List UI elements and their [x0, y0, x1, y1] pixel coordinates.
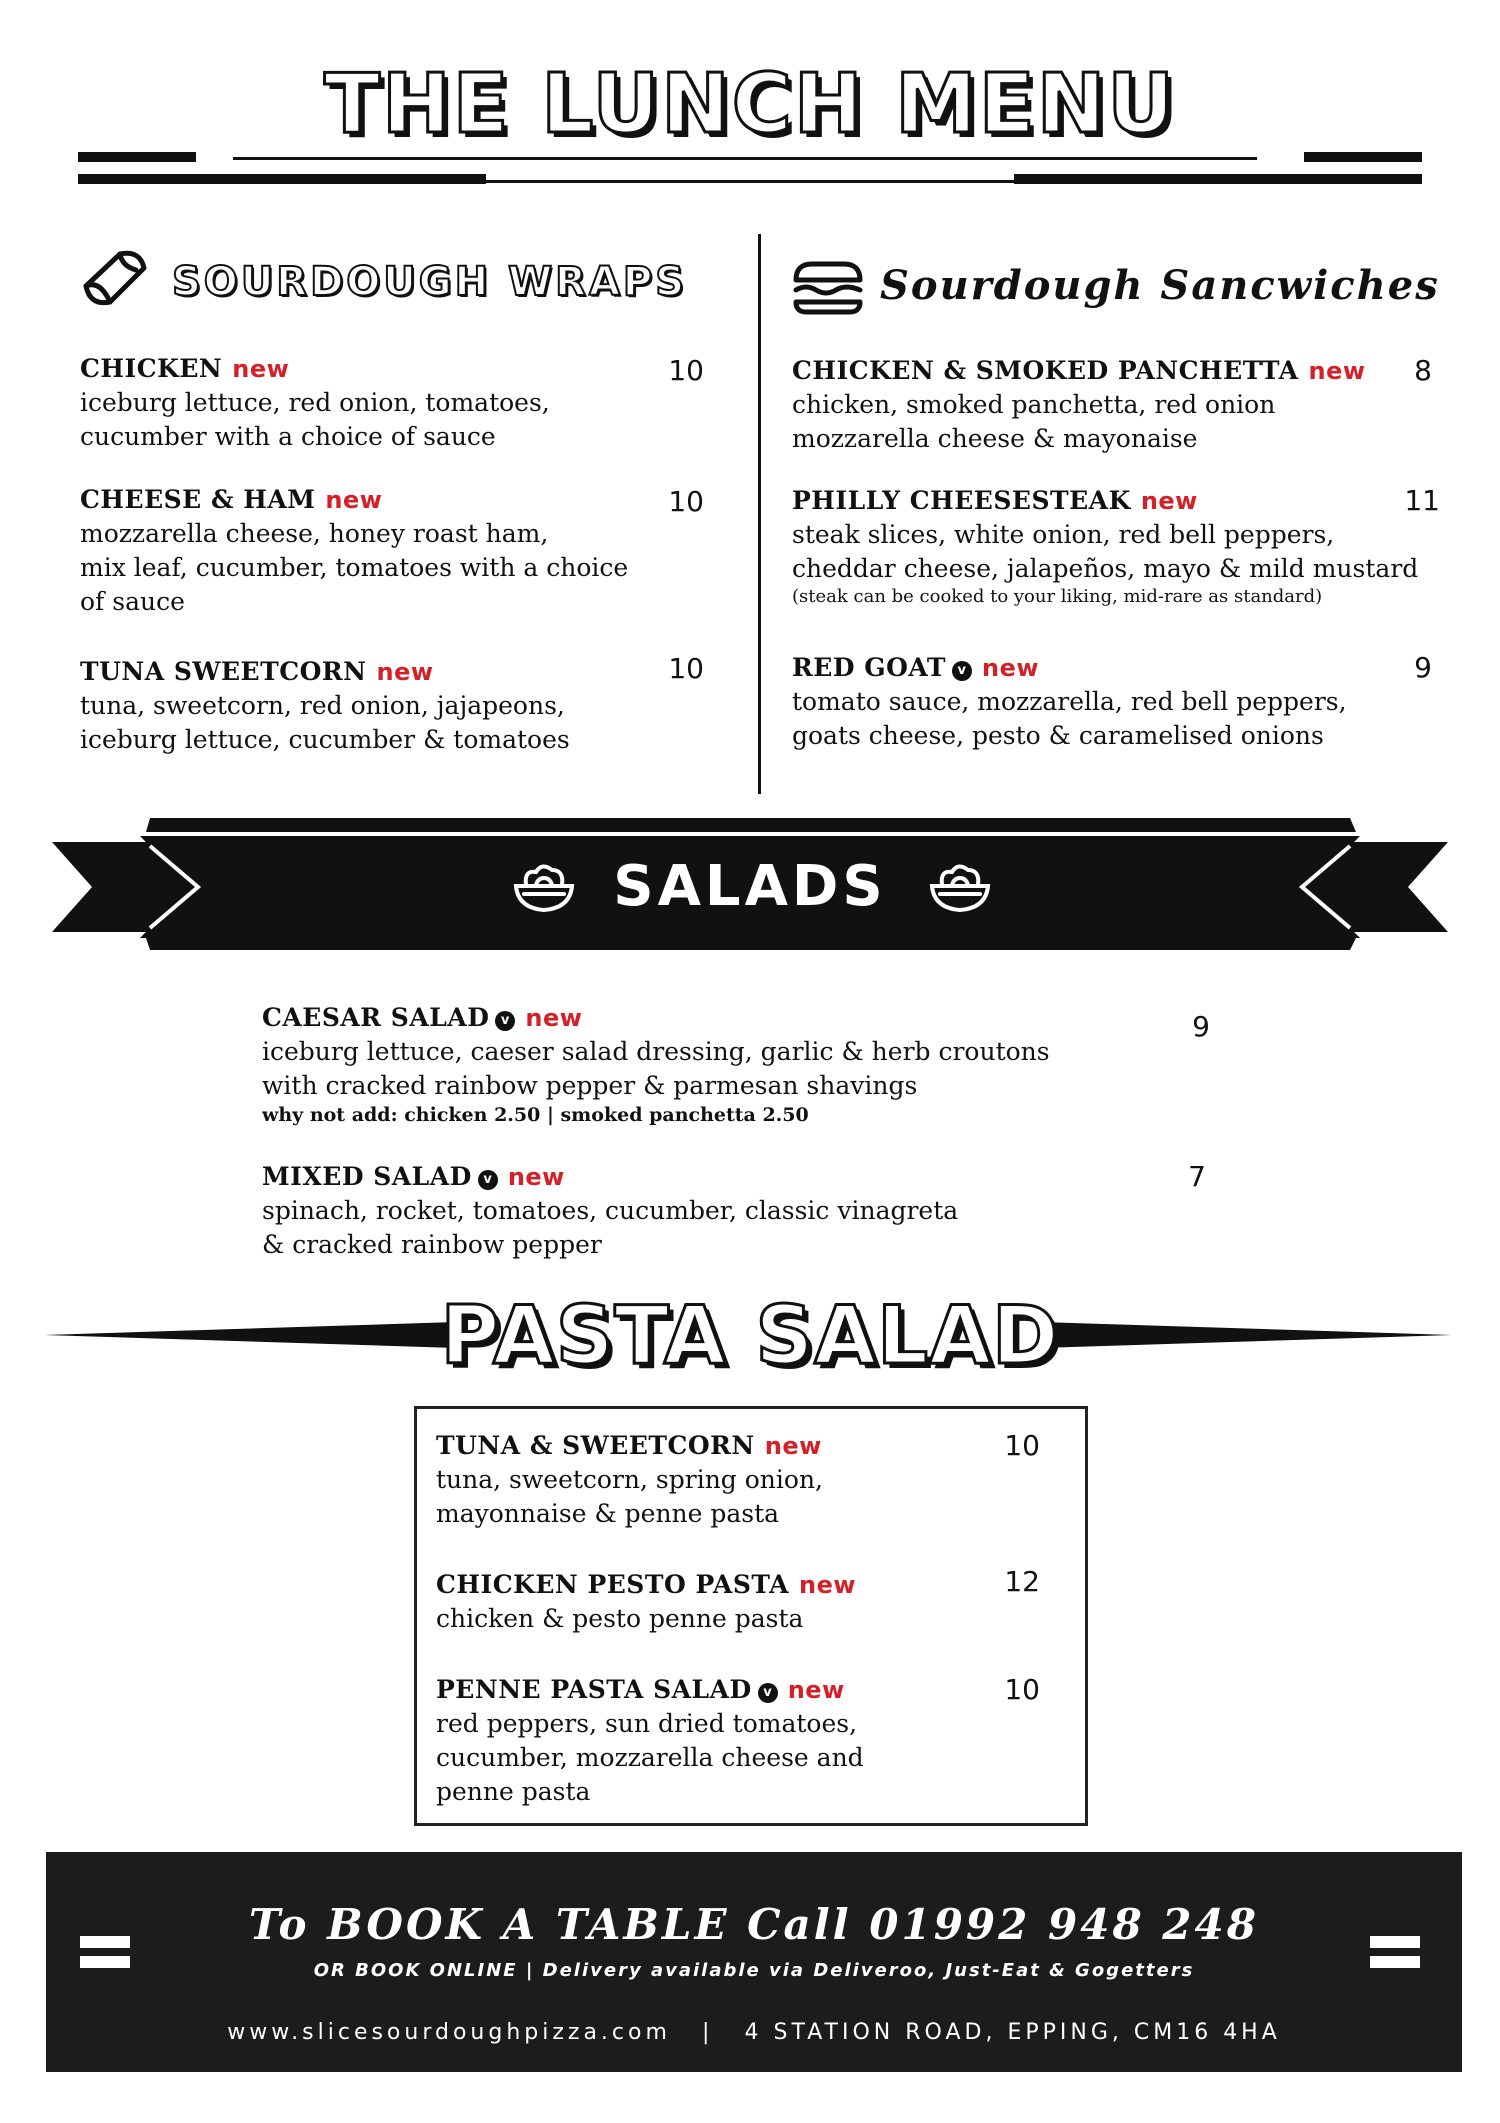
item-price: 10 [1004, 1429, 1040, 1462]
item-price: 9 [1414, 651, 1432, 684]
pasta-item [436, 1673, 996, 1809]
wrap-icon [80, 246, 152, 308]
booking-line: To BOOK A TABLE Call 01992 948 248 [249, 1900, 1259, 1949]
item-desc: cucumber with a choice of sauce [80, 422, 496, 451]
new-tag: new [799, 1571, 857, 1599]
item-name: MIXED SALAD v new [262, 1162, 565, 1191]
new-tag: new [981, 654, 1040, 682]
item-name: RED GOAT v new [792, 653, 1040, 682]
item-desc: cheddar cheese, jalapeños, mayo & mild mustard [792, 554, 1419, 583]
item-desc: penne pasta [436, 1777, 591, 1806]
website-link[interactable]: www.slicesourdoughpizza.com [227, 2020, 671, 2045]
item-desc: chicken, smoked panchetta, red onion [792, 390, 1276, 419]
title-rule-right-thick [1304, 152, 1422, 162]
new-tag: new [376, 658, 434, 686]
sandwich-icon [792, 260, 864, 316]
vegetarian-icon: v [478, 1170, 498, 1190]
item-price: 7 [1188, 1160, 1206, 1193]
item-name: CHICKEN & SMOKED PANCHETTA new [792, 356, 1366, 385]
item-price: 8 [1414, 354, 1432, 387]
footer-contact [46, 2022, 1462, 2044]
item-name: TUNA SWEETCORN new [80, 657, 434, 686]
column-divider [758, 234, 761, 794]
item-price: 10 [668, 354, 704, 387]
new-tag: new [764, 1432, 822, 1460]
address: 4 STATION ROAD, EPPING, CM16 4HA [744, 2020, 1281, 2045]
footer [46, 1852, 1462, 2072]
item-desc: iceburg lettuce, caeser salad dressing, garlic & herb croutons [262, 1037, 1050, 1066]
item-desc: mayonnaise & penne pasta [436, 1499, 780, 1528]
item-desc: mozzarella cheese, honey roast ham, [80, 519, 549, 548]
item-name: CHEESE & HAM new [80, 485, 383, 514]
item-name: CHICKEN PESTO PASTA new [436, 1570, 857, 1599]
item-desc: iceburg lettuce, cucumber & tomatoes [80, 725, 570, 754]
item-desc: & cracked rainbow pepper [262, 1230, 602, 1259]
item-desc: tuna, sweetcorn, red onion, jajapeons, [80, 691, 565, 720]
pasta-item [436, 1568, 996, 1636]
title-underline [233, 157, 1257, 160]
title-rule-left-thick-2 [78, 174, 486, 184]
item-desc: iceburg lettuce, red onion, tomatoes, [80, 388, 550, 417]
item-desc: tuna, sweetcorn, spring onion, [436, 1465, 823, 1494]
new-tag: new [325, 486, 383, 514]
salad-item [262, 1160, 1162, 1262]
footer-separator: | [702, 2020, 714, 2045]
item-desc: mix leaf, cucumber, tomatoes with a choice [80, 553, 629, 582]
item-price: 10 [1004, 1673, 1040, 1706]
item-desc: chicken & pesto penne pasta [436, 1604, 804, 1633]
item-desc: tomato sauce, mozzarella, red bell peppers, [792, 687, 1347, 716]
new-tag: new [787, 1676, 845, 1704]
wrap-item [80, 483, 720, 619]
sandwich-item [792, 354, 1442, 456]
title-rule-left-thick [78, 152, 196, 162]
new-tag: new [1308, 357, 1366, 385]
item-desc: mozzarella cheese & mayonaise [792, 424, 1198, 453]
item-desc: steak slices, white onion, red bell peppers, [792, 520, 1335, 549]
new-tag: new [525, 1004, 583, 1032]
wrap-item [80, 352, 710, 454]
vegetarian-icon: v [495, 1011, 515, 1031]
item-price: 10 [668, 485, 704, 518]
item-desc: cucumber, mozzarella cheese and [436, 1743, 864, 1772]
item-desc: goats cheese, pesto & caramelised onions [792, 721, 1324, 750]
item-name: PHILLY CHEESESTEAK new [792, 486, 1198, 515]
pasta-item [436, 1429, 996, 1531]
menu-title: THE LUNCH MENU [324, 57, 1176, 152]
title-rule-right-thick-2 [1014, 174, 1422, 184]
item-price: 9 [1192, 1010, 1210, 1043]
item-desc: spinach, rocket, tomatoes, cucumber, classic vinagreta [262, 1196, 959, 1225]
new-tag: new [507, 1163, 565, 1191]
wrap-item [80, 655, 710, 757]
title-rule-center [486, 180, 1014, 183]
new-tag: new [1140, 487, 1198, 515]
item-name: TUNA & SWEETCORN new [436, 1431, 822, 1460]
salads-heading: SALADS [613, 854, 887, 919]
vegetarian-icon: v [758, 1683, 778, 1703]
salad-item [262, 1001, 1162, 1127]
pasta-heading: PASTA SALAD [440, 1289, 1060, 1382]
item-add-ons: why not add: chicken 2.50 | smoked panchetta 2.50 [262, 1104, 809, 1126]
item-name: CHICKEN new [80, 354, 290, 383]
item-name: CAESAR SALAD v new [262, 1003, 583, 1032]
item-desc: with cracked rainbow pepper & parmesan shavings [262, 1071, 918, 1100]
item-price: 10 [668, 652, 704, 685]
sandwich-item [792, 651, 1442, 753]
item-desc: red peppers, sun dried tomatoes, [436, 1709, 858, 1738]
item-note: (steak can be cooked to your liking, mid-rare as standard) [792, 586, 1323, 607]
sandwiches-heading: Sourdough Sancwiches [880, 262, 1440, 309]
item-price: 11 [1404, 484, 1440, 517]
item-desc: of sauce [80, 587, 185, 616]
wraps-heading: SOURDOUGH WRAPS [172, 259, 688, 305]
booking-subline: OR BOOK ONLINE | Delivery available via Deliveroo, Just-Eat & Gogetters [313, 1960, 1195, 1981]
new-tag: new [232, 355, 290, 383]
item-price: 12 [1004, 1565, 1040, 1598]
item-name: PENNE PASTA SALAD v new [436, 1675, 845, 1704]
vegetarian-icon: v [952, 661, 972, 681]
